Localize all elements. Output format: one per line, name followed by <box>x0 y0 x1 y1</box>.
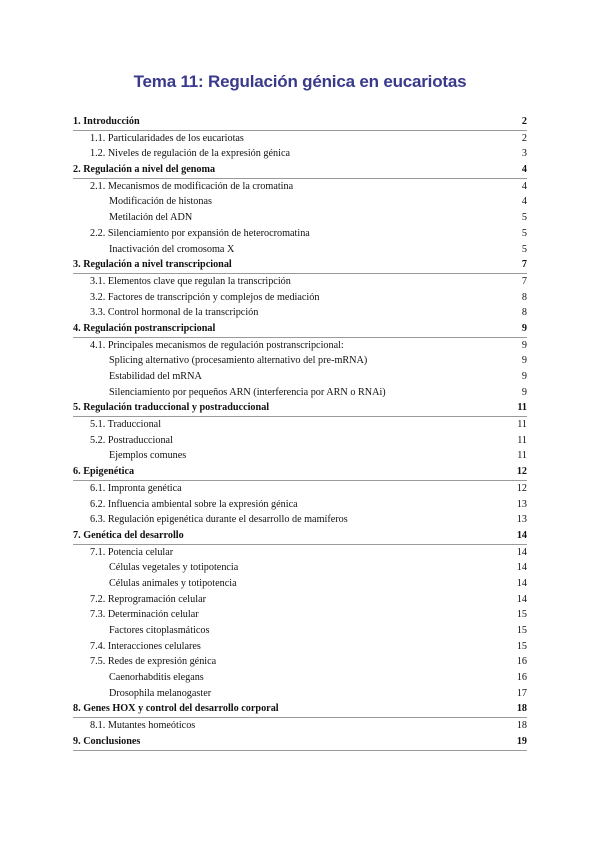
toc-entry-title: Splicing alternativo (procesamiento alternativo del pre-mRNA) <box>109 355 368 367</box>
toc-subitem[interactable] <box>73 576 527 592</box>
toc-section[interactable] <box>73 114 527 131</box>
toc-entry-page: 7 <box>521 259 527 271</box>
toc-section[interactable] <box>73 734 527 751</box>
toc-subsection[interactable] <box>73 592 527 608</box>
toc-subitem[interactable] <box>73 353 527 369</box>
toc-entry-title: 3.1. Elementos clave que regulan la transcripción <box>90 275 291 287</box>
toc-subsection[interactable] <box>73 639 527 655</box>
toc-subsection[interactable] <box>73 718 527 734</box>
toc-entry-title: 5.2. Postraduccional <box>90 434 173 446</box>
toc-entry-title: 4.1. Principales mecanismos de regulación postranscripcional: <box>90 339 344 351</box>
toc-entry-page: 12 <box>516 482 527 494</box>
toc-entry-title: Caenorhabditis elegans <box>109 672 204 684</box>
toc-entry-page: 5 <box>521 212 527 224</box>
toc-subsection[interactable] <box>73 290 527 306</box>
toc-subsection[interactable] <box>73 274 527 290</box>
toc-entry-title: 7.2. Reprogramación celular <box>90 593 206 605</box>
toc-entry-page: 16 <box>516 656 527 668</box>
toc-subsection[interactable] <box>73 338 527 354</box>
toc-subsection[interactable] <box>73 305 527 321</box>
toc-entry-title: 1.2. Niveles de regulación de la expresión génica <box>90 148 290 160</box>
toc-entry-title: 7. Genética del desarrollo <box>73 529 184 541</box>
toc-subitem[interactable] <box>73 369 527 385</box>
toc-entry-title: Drosophila melanogaster <box>109 687 212 699</box>
toc-entry-title: 8.1. Mutantes homeóticos <box>90 720 196 732</box>
toc-entry-title: Modificación de histonas <box>109 196 212 208</box>
toc-entry-title: 5. Regulación traduccional y postraduccional <box>73 402 270 414</box>
toc-entry-title: 6. Epigenética <box>73 466 135 478</box>
toc-section[interactable] <box>73 162 527 179</box>
toc-entry-title: 6.1. Impronta genética <box>90 482 182 494</box>
toc-section[interactable] <box>73 464 527 481</box>
toc-entry-page: 15 <box>516 640 527 652</box>
toc-entry-page: 14 <box>516 546 527 558</box>
toc-entry-title: 6.2. Influencia ambiental sobre la expresión génica <box>90 498 298 510</box>
toc-entry-page: 11 <box>517 419 527 431</box>
toc-entry-page: 9 <box>521 355 527 367</box>
toc-entry-page: 4 <box>521 164 527 176</box>
toc-entry-page: 14 <box>516 562 527 574</box>
toc-subsection[interactable] <box>73 481 527 497</box>
toc-subsection[interactable] <box>73 179 527 195</box>
toc-section[interactable] <box>73 257 527 274</box>
toc-entry-page: 13 <box>516 498 527 510</box>
toc-entry-title: Células vegetales y totipotencia <box>109 562 239 574</box>
toc-entry-page: 7 <box>521 275 527 287</box>
toc-entry-title: 3.2. Factores de transcripción y complejos de mediación <box>90 291 320 303</box>
toc-entry-title: 3. Regulación a nivel transcripcional <box>73 259 232 271</box>
toc-entry-page: 13 <box>516 514 527 526</box>
toc-entry-page: 8 <box>521 307 527 319</box>
toc-subsection[interactable] <box>73 654 527 670</box>
toc-section[interactable] <box>73 400 527 417</box>
toc-entry-title: 2.1. Mecanismos de modificación de la cromatina <box>90 180 294 192</box>
toc-entry-page: 19 <box>516 735 527 747</box>
toc-subitem[interactable] <box>73 242 527 258</box>
toc-entry-page: 3 <box>521 148 527 160</box>
toc-entry-page: 14 <box>516 577 527 589</box>
toc-entry-title: 2.2. Silenciamiento por expansión de heterocromatina <box>90 227 310 239</box>
toc-subitem[interactable] <box>73 560 527 576</box>
toc-entry-page: 17 <box>516 687 527 699</box>
toc-entry-page: 8 <box>521 291 527 303</box>
toc-entry-page: 11 <box>517 434 527 446</box>
toc-entry-title: 2. Regulación a nivel del genoma <box>73 164 216 176</box>
toc-subsection[interactable] <box>73 433 527 449</box>
toc-entry-page: 11 <box>517 450 527 462</box>
toc-entry-title: Metilación del ADN <box>109 212 193 224</box>
toc-entry-title: 8. Genes HOX y control del desarrollo corporal <box>73 703 279 715</box>
toc-subitem[interactable] <box>73 448 527 464</box>
toc-entry-page: 18 <box>516 720 527 732</box>
toc-subsection[interactable] <box>73 545 527 561</box>
toc-entry-title: 7.4. Interacciones celulares <box>90 640 201 652</box>
toc-subitem[interactable] <box>73 385 527 401</box>
toc-entry-title: 1. Introducción <box>73 116 140 127</box>
toc-entry-page: 9 <box>521 322 527 334</box>
toc-entry-page: 2 <box>521 132 527 144</box>
toc-subitem[interactable] <box>73 670 527 686</box>
toc-section[interactable] <box>73 321 527 338</box>
toc-entry-page: 4 <box>521 196 527 208</box>
table-of-contents <box>73 114 527 751</box>
toc-subitem[interactable] <box>73 686 527 702</box>
toc-subsection[interactable] <box>73 497 527 513</box>
toc-subsection[interactable] <box>73 607 527 623</box>
page-title: Tema 11: Regulación génica en eucariotas <box>133 72 467 91</box>
toc-entry-title: 5.1. Traduccional <box>90 419 162 431</box>
toc-entry-title: Factores citoplasmáticos <box>109 625 210 636</box>
toc-entry-page: 14 <box>516 529 527 541</box>
toc-entry-page: 4 <box>521 180 527 192</box>
toc-subitem[interactable] <box>73 623 527 639</box>
toc-entry-title: 6.3. Regulación epigenética durante el desarrollo de mamíferos <box>90 514 348 526</box>
toc-subitem[interactable] <box>73 194 527 210</box>
toc-entry-page: 12 <box>516 466 527 478</box>
toc-entry-title: 7.5. Redes de expresión génica <box>90 656 217 668</box>
toc-entry-page: 16 <box>516 672 527 684</box>
toc-entry-page: 14 <box>516 593 527 605</box>
toc-entry-title: 1.1. Particularidades de los eucariotas <box>90 132 244 144</box>
toc-entry-page: 2 <box>521 116 527 127</box>
toc-entry-title: Silenciamiento por pequeños ARN (interferencia por ARN o RNAi) <box>109 386 386 398</box>
toc-section[interactable] <box>73 528 527 545</box>
toc-subsection[interactable] <box>73 512 527 528</box>
toc-subsection[interactable] <box>73 417 527 433</box>
toc-entry-title: 4. Regulación postranscripcional <box>73 322 216 334</box>
toc-section[interactable] <box>73 701 527 718</box>
toc-subsection[interactable] <box>73 226 527 242</box>
toc-entry-page: 5 <box>521 227 527 239</box>
toc-entry-page: 9 <box>521 339 527 351</box>
toc-entry-page: 5 <box>521 243 527 255</box>
toc-entry-title: Ejemplos comunes <box>109 450 187 462</box>
toc-entry-page: 9 <box>521 371 527 382</box>
toc-entry-page: 11 <box>517 402 527 414</box>
toc-entry-title: 7.3. Determinación celular <box>90 609 199 621</box>
toc-entry-page: 15 <box>516 625 527 636</box>
toc-entry-title: 9. Conclusiones <box>73 735 141 747</box>
toc-subsection[interactable] <box>73 146 527 162</box>
toc-subsection[interactable] <box>73 131 527 147</box>
toc-entry-title: Estabilidad del mRNA <box>109 371 202 382</box>
toc-entry-title: 7.1. Potencia celular <box>90 546 174 558</box>
toc-entry-page: 15 <box>516 609 527 621</box>
toc-entry-title: 3.3. Control hormonal de la transcripción <box>90 307 259 319</box>
toc-entry-title: Células animales y totipotencia <box>109 577 237 589</box>
toc-entry-page: 18 <box>516 703 527 715</box>
toc-entry-page: 9 <box>521 386 527 398</box>
toc-subitem[interactable] <box>73 210 527 226</box>
toc-entry-title: Inactivación del cromosoma X <box>109 243 235 255</box>
